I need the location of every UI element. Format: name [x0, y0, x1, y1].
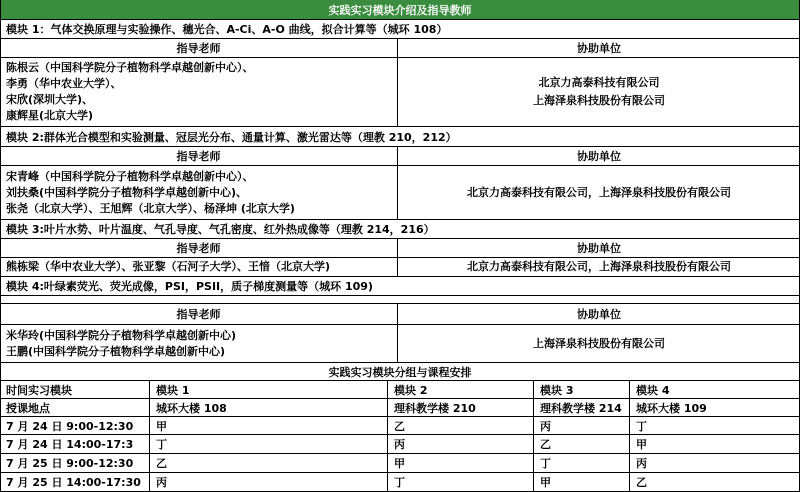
module-3-title: 模块 3:叶片水势、叶片温度、气孔导度、气孔密度、红外热成像等（理教 214，216）: [0, 220, 800, 239]
teacher-line: 刘扶桑(中国科学院分子植物科学卓越创新中心)、: [6, 185, 248, 199]
schedule-header-cell: 模块 4: [636, 383, 670, 397]
module-3-body: [0, 258, 800, 277]
org-line: 北京力高泰科技有限公司: [538, 76, 660, 89]
schedule-cell: 丙: [388, 435, 534, 453]
org-header: 协助单位: [577, 242, 621, 255]
module-4-teachers: [0, 325, 398, 362]
page-title: 实践实习模块介绍及指导教师: [0, 0, 800, 20]
schedule-cell: 丙: [534, 417, 630, 434]
schedule-cell: 丁: [636, 419, 647, 433]
schedule-cell: 甲: [150, 417, 388, 434]
schedule-cell: 授课地点: [0, 399, 150, 416]
org-line: 上海泽泉科技股份有限公司: [533, 336, 665, 350]
teacher-header: 指导老师: [0, 39, 398, 57]
teacher-line: 王鹏(中国科学院分子植物科学卓越创新中心): [6, 344, 226, 358]
org-line: 北京力高泰科技有限公司，上海泽泉科技股份有限公司: [467, 185, 731, 199]
teacher-header: 指导老师: [0, 239, 398, 257]
module-1-teachers: [0, 58, 398, 126]
org-line: 北京力高泰科技有限公司，上海泽泉科技股份有限公司: [467, 260, 731, 273]
teacher-line: 李勇（华中农业大学）、: [6, 77, 122, 90]
schedule-cell: 7 月 24 日 9:00-12:30: [0, 417, 150, 434]
schedule-row: [0, 454, 800, 473]
schedule-row: [0, 417, 800, 435]
module-1-body: [0, 58, 800, 127]
org-line: 上海泽泉科技股份有限公司: [533, 94, 665, 107]
schedule-cell: 甲: [388, 454, 534, 472]
module-2-title: 模块 2:群体光合模型和实验测量、冠层光分布、通量计算、激光雷达等（理教 210，212）: [0, 127, 800, 147]
module-2-body: [0, 166, 800, 220]
schedule-cell: 甲: [534, 473, 630, 491]
module-1-title: 模块 1：气体交换原理与实验操作、穗光合、A-Ci、A-O 曲线，拟合计算等（城环 108）: [0, 20, 800, 39]
schedule-cell: 丙: [150, 473, 388, 491]
schedule-header-cell: 模块 3: [534, 381, 630, 398]
schedule-cell: 7 月 25 日 9:00-12:30: [0, 454, 150, 472]
teacher-line: 康辉星(北京大学): [6, 109, 94, 122]
module-1-orgs: [398, 58, 800, 126]
schedule-header-cell: 模块 1: [150, 381, 388, 398]
schedule-cell: 乙: [150, 454, 388, 472]
schedule-cell: 乙: [534, 435, 630, 453]
schedule-cell: 丙: [636, 457, 647, 470]
schedule-header-cell: 模块 2: [388, 381, 534, 398]
teacher-line: 陈根云（中国科学院分子植物科学卓越创新中心）、: [6, 61, 254, 74]
org-header: 协助单位: [577, 42, 621, 55]
schedule-cell: 城环大楼 108: [150, 399, 388, 416]
module-1-header: [0, 39, 800, 58]
schedule-title: 实践实习模块分组与课程安排: [0, 363, 800, 381]
teacher-line: 熊栋梁（华中农业大学）、张亚黎（石河子大学）、王愔（北京大学): [6, 260, 331, 273]
module-2-header: [0, 147, 800, 166]
teacher-header: 指导老师: [0, 147, 398, 165]
teacher-line: 米华玲(中国科学院分子植物科学卓越创新中心): [6, 328, 237, 342]
schedule-header-cell: 时间实习模块: [0, 381, 150, 398]
module-4-header: [0, 304, 800, 325]
schedule-row: [0, 435, 800, 454]
teacher-line: 张尧（北京大学）、王旭辉（北京大学）、杨泽坤 (北京大学): [6, 201, 295, 215]
org-header: 协助单位: [577, 308, 621, 321]
teacher-header: 指导老师: [0, 304, 398, 324]
module-2-teachers: [0, 166, 398, 219]
schedule-cell: 理科教学楼 210: [388, 399, 534, 416]
teacher-line: 宋青峰（中国科学院分子植物科学卓越创新中心）、: [6, 169, 254, 183]
schedule-cell: 理科教学楼 214: [534, 399, 630, 416]
schedule-cell: 7 月 24 日 14:00-17:3: [0, 435, 150, 453]
schedule-cell: 乙: [636, 476, 647, 489]
module-3-header: [0, 239, 800, 258]
schedule-cell: 7 月 25 日 14:00-17:30: [0, 473, 150, 491]
schedule-cell: 甲: [636, 438, 647, 451]
module-4-body: [0, 325, 800, 363]
schedule-cell: 城环大楼 109: [636, 401, 707, 415]
schedule-cell: 丁: [388, 473, 534, 491]
schedule-cell: 丁: [534, 454, 630, 472]
schedule-row: [0, 473, 800, 492]
schedule-cell: 丁: [150, 435, 388, 453]
module-4-title: 模块 4:叶绿素荧光、荧光成像，PSI，PSII，质子梯度测量等（城环 109): [0, 277, 800, 296]
teacher-line: 宋欣(深圳大学)、: [6, 93, 94, 106]
schedule-header-row: [0, 381, 800, 399]
schedule-row: [0, 399, 800, 417]
module-3-teachers: [0, 258, 398, 276]
module-4-orgs: [398, 325, 800, 362]
schedule-cell: 乙: [388, 417, 534, 434]
module-3-orgs: [398, 258, 800, 276]
spacer-row: [0, 296, 800, 304]
module-2-orgs: [398, 166, 800, 219]
org-header: 协助单位: [577, 150, 621, 163]
